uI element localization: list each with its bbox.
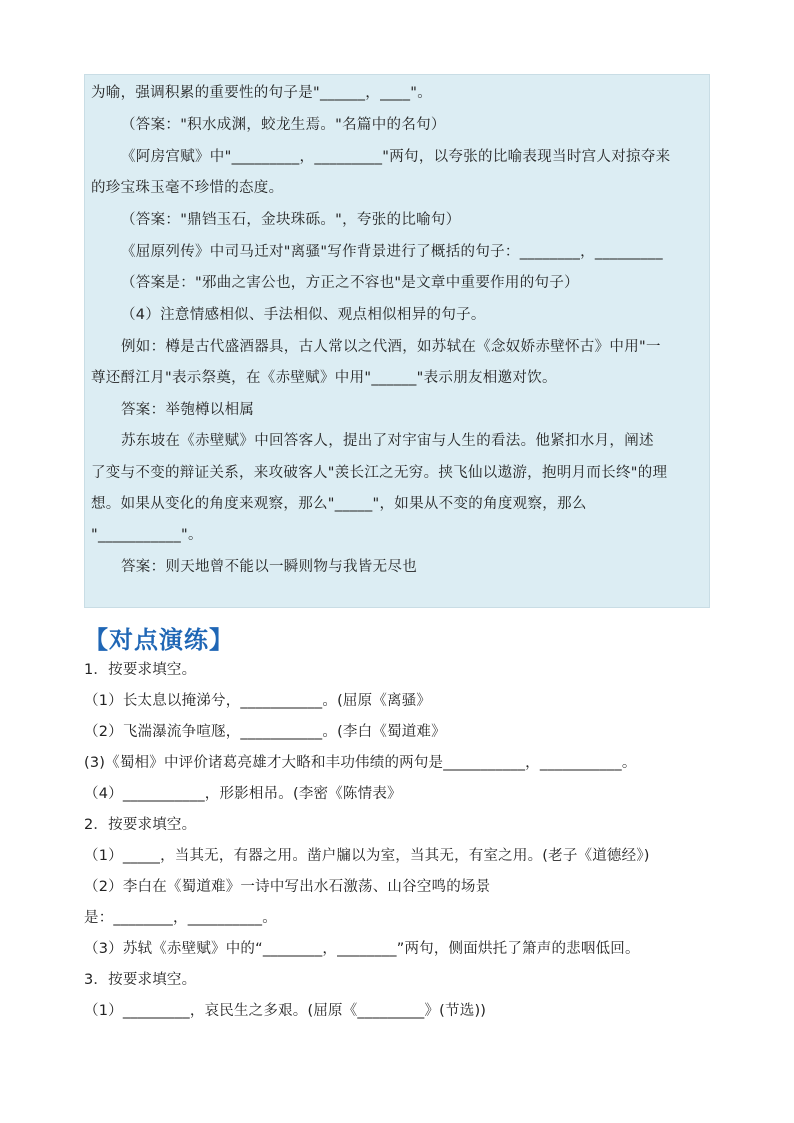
question-item: 是：________，__________。 xyxy=(84,910,277,926)
question-item: (3)《蜀相》中评价诸葛亮雄才大略和丰功伟绩的两句是___________，___________。 xyxy=(84,755,637,771)
question-item: （1）_____，当其无，有器之用。凿户牖以为室，当其无，有室之用。(老子《道德经》) xyxy=(84,848,650,864)
text-line: 想。如果从变化的角度来观察，那么"_____"，如果从不变的角度观察，那么 xyxy=(91,496,587,512)
question-heading: 1．按要求填空。 xyxy=(84,662,197,678)
text-line: 苏东坡在《赤壁赋》中回答客人，提出了对宇宙与人生的看法。他紧扣水月，阐述 xyxy=(121,433,654,449)
question-heading: 3．按要求填空。 xyxy=(84,972,197,988)
answer-line: （答案："鼎铛玉石，金块珠砾。"，夸张的比喻句） xyxy=(121,212,461,228)
answer-line: （答案："积水成渊，蛟龙生焉。"名篇中的名句） xyxy=(121,117,446,133)
question-item: （1）长太息以掩涕兮，___________。(屈原《离骚》 xyxy=(84,693,432,709)
answer-line: 答案：举匏樽以相属 xyxy=(121,402,255,418)
question-heading: 2．按要求填空。 xyxy=(84,817,197,833)
text-line: （4）注意情感相似、手法相似、观点相似相异的句子。 xyxy=(121,307,486,323)
question-item: （3）苏轼《赤壁赋》中的“________，________”两句，侧面烘托了箫声的悲咽低回。 xyxy=(84,941,640,957)
question-item: （1）_________，哀民生之多艰。(屈原《_________》(节选)) xyxy=(84,1003,487,1019)
text-line: 了变与不变的辩证关系，来攻破客人"羡长江之无穷。挟飞仙以遨游，抱明月而长终"的理 xyxy=(91,465,668,481)
example-box xyxy=(84,74,710,608)
answer-line: （答案是："邪曲之害公也，方正之不容也"是文章中重要作用的句子） xyxy=(121,275,579,291)
text-line: "___________"。 xyxy=(91,527,203,543)
question-item: （2）李白在《蜀道难》一诗中写出水石激荡、山谷空鸣的场景 xyxy=(84,879,491,895)
section-heading: 【对点演练】 xyxy=(84,626,234,654)
text-line: 例如：樽是古代盛酒器具，古人常以之代酒，如苏轼在《念奴娇赤壁怀古》中用"一 xyxy=(121,339,661,355)
answer-line: 答案：则天地曾不能以一瞬则物与我皆无尽也 xyxy=(121,559,417,575)
text-line: 为喻，强调积累的重要性的句子是"______，____"。 xyxy=(91,85,433,101)
text-line: 《阿房宫赋》中"_________，_________"两句，以夸张的比喻表现当时宫人对掠夺来 xyxy=(121,149,671,165)
question-item: （4）___________，形影相吊。(李密《陈情表》 xyxy=(84,786,402,802)
text-line: 《屈原列传》中司马迁对"离骚"写作背景进行了概括的句子：________，_________ xyxy=(121,244,663,260)
text-line: 尊还酹江月"表示祭奠，在《赤壁赋》中用"______"表示朋友相邀对饮。 xyxy=(91,370,557,386)
question-item: （2）飞湍瀑流争喧豗，___________。(李白《蜀道难》 xyxy=(84,724,446,740)
text-line: 的珍宝珠玉毫不珍惜的态度。 xyxy=(91,180,284,196)
